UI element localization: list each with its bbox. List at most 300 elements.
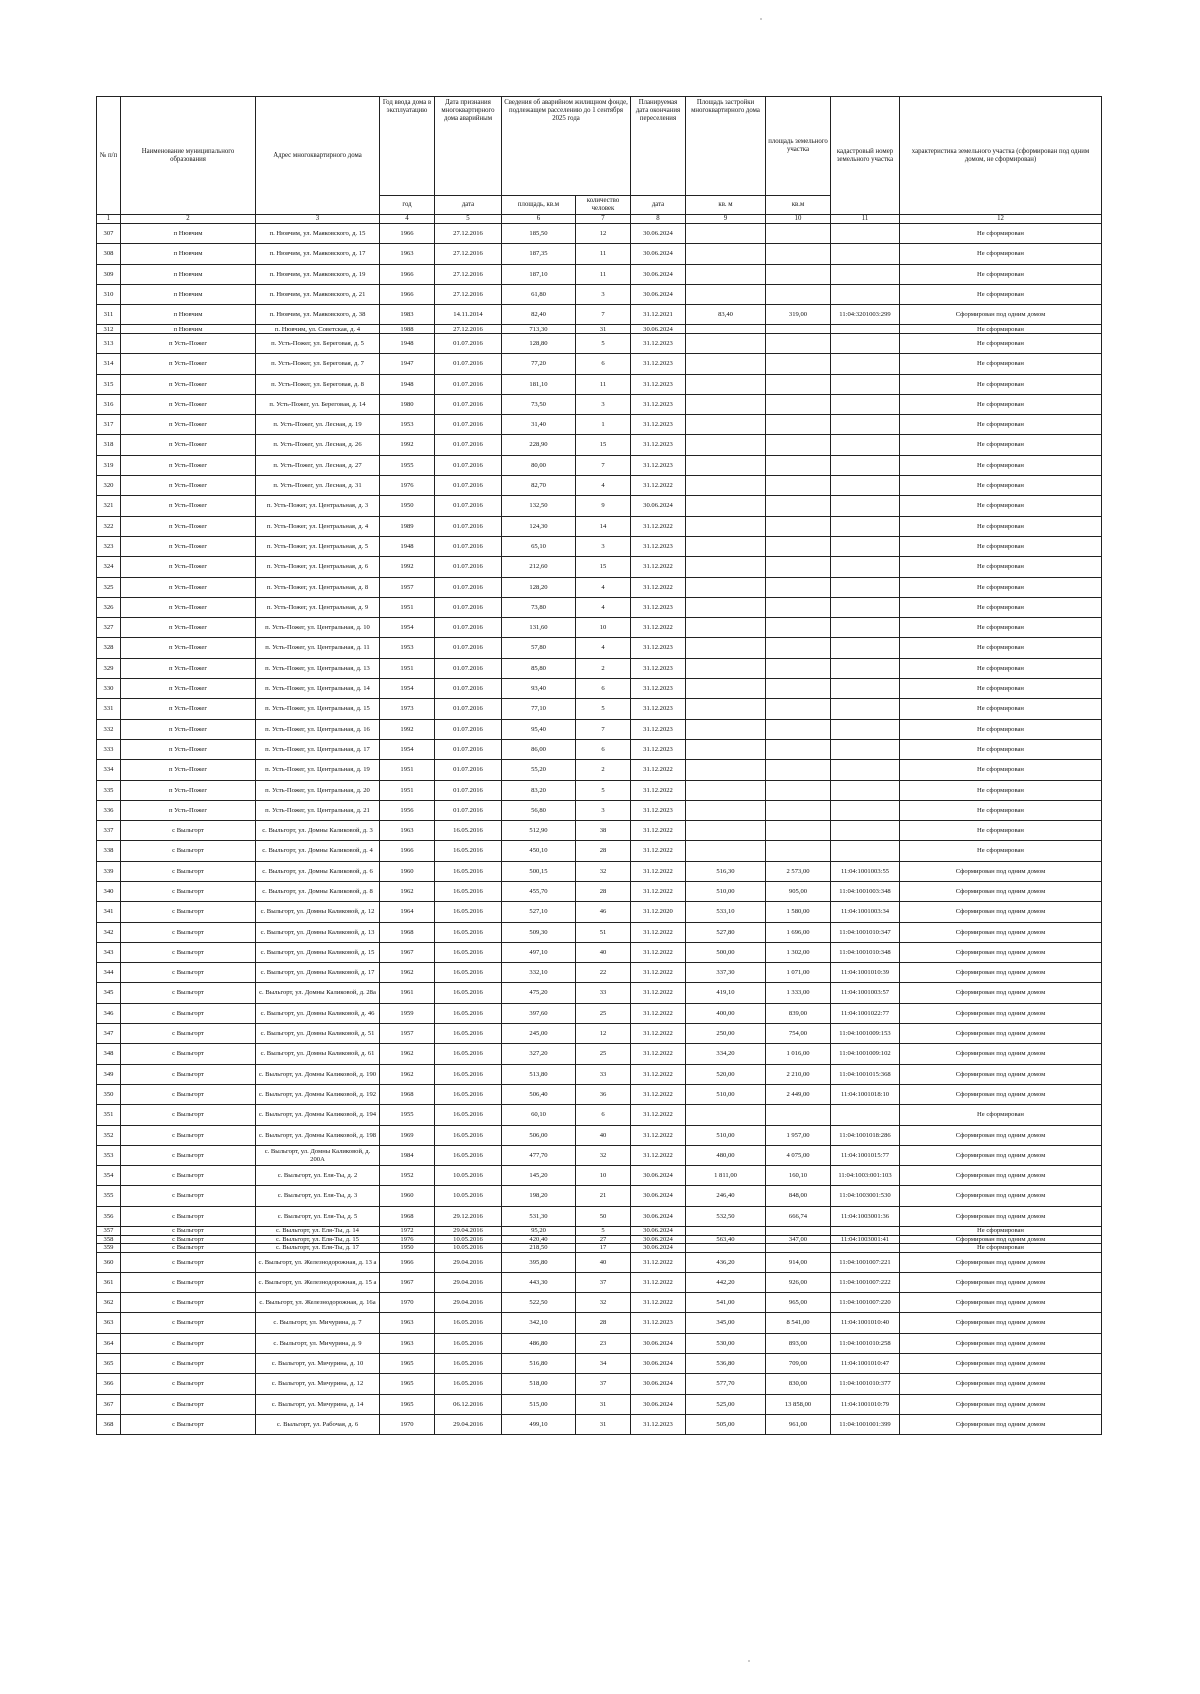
- year-cell: 1976: [380, 1235, 435, 1244]
- cadastral-number-cell: 11:04:1001022:77: [831, 1003, 900, 1023]
- table-row: [97, 780, 1102, 800]
- address-cell: п. Усть-Пожег, ул. Центральная, д. 3: [256, 496, 380, 516]
- area-cell: 332,10: [502, 963, 576, 983]
- address-cell: с. Выльгорт, ул. Домны Каликовой, д. 6: [256, 861, 380, 881]
- municipality-cell: п Усть-Пожег: [121, 719, 256, 739]
- people-count-cell: 3: [576, 536, 631, 556]
- address-cell: п. Нювчим, ул. Маяковского, д. 21: [256, 284, 380, 304]
- cadastral-number-cell: [831, 496, 900, 516]
- building-area-cell: [686, 325, 766, 334]
- municipality-cell: с Выльгорт: [121, 1206, 256, 1226]
- people-count-cell: 1: [576, 415, 631, 435]
- area-cell: 85,80: [502, 658, 576, 678]
- table-row: [97, 1313, 1102, 1333]
- land-area-cell: [766, 536, 831, 556]
- cadastral-number-cell: [831, 557, 900, 577]
- address-cell: с. Выльгорт, ул. Мичурина, д. 12: [256, 1374, 380, 1394]
- column-number: 5: [435, 215, 502, 224]
- cadastral-number-cell: 11:04:1001009:102: [831, 1044, 900, 1064]
- planned-date-cell: 31.12.2023: [631, 638, 686, 658]
- planned-date-cell: 31.12.2023: [631, 394, 686, 414]
- land-area-cell: 839,00: [766, 1003, 831, 1023]
- building-area-cell: 246,40: [686, 1186, 766, 1206]
- municipality-cell: с Выльгорт: [121, 1145, 256, 1165]
- row-number-cell: 310: [97, 284, 121, 304]
- planned-date-cell: 30.06.2024: [631, 264, 686, 284]
- planned-date-cell: 31.12.2022: [631, 1145, 686, 1165]
- land-area-cell: 2 449,00: [766, 1084, 831, 1104]
- area-cell: 93,40: [502, 679, 576, 699]
- table-row: [97, 1145, 1102, 1165]
- building-area-cell: 516,30: [686, 861, 766, 881]
- cadastral-number-cell: [831, 1244, 900, 1253]
- cadastral-number-cell: 11:04:1001010:47: [831, 1354, 900, 1374]
- row-number-cell: 318: [97, 435, 121, 455]
- table-row: [97, 455, 1102, 475]
- table-row: [97, 1186, 1102, 1206]
- people-count-cell: 28: [576, 1313, 631, 1333]
- building-area-cell: 334,20: [686, 1044, 766, 1064]
- recognition-date-cell: 01.07.2016: [435, 333, 502, 353]
- address-cell: п. Усть-Пожег, ул. Центральная, д. 4: [256, 516, 380, 536]
- land-status-cell: Не сформирован: [900, 435, 1102, 455]
- municipality-cell: с Выльгорт: [121, 1044, 256, 1064]
- municipality-cell: с Выльгорт: [121, 1333, 256, 1353]
- planned-date-cell: 30.06.2024: [631, 1354, 686, 1374]
- municipality-cell: с Выльгорт: [121, 1084, 256, 1104]
- land-status-cell: Сформирован под одним домом: [900, 1206, 1102, 1226]
- address-cell: с. Выльгорт, ул. Домны Каликовой, д. 12: [256, 902, 380, 922]
- building-area-cell: [686, 1244, 766, 1253]
- land-area-cell: 4 075,00: [766, 1145, 831, 1165]
- people-count-cell: 25: [576, 1003, 631, 1023]
- building-area-cell: [686, 1227, 766, 1236]
- building-area-cell: 436,20: [686, 1252, 766, 1272]
- address-cell: п. Усть-Пожег, ул. Береговая, д. 5: [256, 333, 380, 353]
- people-count-cell: 33: [576, 983, 631, 1003]
- cadastral-number-cell: 11:04:1001003:348: [831, 882, 900, 902]
- address-cell: п. Усть-Пожег, ул. Центральная, д. 11: [256, 638, 380, 658]
- cadastral-number-cell: 11:04:1003:001:103: [831, 1166, 900, 1186]
- building-area-cell: 527,80: [686, 922, 766, 942]
- year-cell: 1962: [380, 882, 435, 902]
- people-count-cell: 3: [576, 284, 631, 304]
- land-area-cell: [766, 1244, 831, 1253]
- land-area-cell: 1 580,00: [766, 902, 831, 922]
- people-count-cell: 11: [576, 244, 631, 264]
- row-number-cell: 336: [97, 800, 121, 820]
- land-status-cell: Сформирован под одним домом: [900, 983, 1102, 1003]
- address-cell: с. Выльгорт, ул. Домны Каликовой, д. 13: [256, 922, 380, 942]
- planned-date-cell: 31.12.2023: [631, 354, 686, 374]
- area-cell: 342,10: [502, 1313, 576, 1333]
- municipality-cell: п Усть-Пожег: [121, 760, 256, 780]
- land-status-cell: Не сформирован: [900, 841, 1102, 861]
- recognition-date-cell: 01.07.2016: [435, 415, 502, 435]
- people-count-cell: 11: [576, 264, 631, 284]
- planned-date-cell: 31.12.2023: [631, 1414, 686, 1434]
- table-header: [97, 97, 1102, 224]
- recognition-date-cell: 01.07.2016: [435, 699, 502, 719]
- land-status-cell: Не сформирован: [900, 496, 1102, 516]
- table-row: [97, 1333, 1102, 1353]
- people-count-cell: 4: [576, 476, 631, 496]
- building-area-cell: [686, 780, 766, 800]
- land-area-cell: 914,00: [766, 1252, 831, 1272]
- area-cell: 499,10: [502, 1414, 576, 1434]
- municipality-cell: п Усть-Пожег: [121, 455, 256, 475]
- land-status-cell: Не сформирован: [900, 333, 1102, 353]
- planned-date-cell: 31.12.2022: [631, 942, 686, 962]
- recognition-date-cell: 01.07.2016: [435, 536, 502, 556]
- land-status-cell: Не сформирован: [900, 264, 1102, 284]
- land-area-cell: [766, 760, 831, 780]
- building-area-cell: 532,50: [686, 1206, 766, 1226]
- row-number-cell: 325: [97, 577, 121, 597]
- area-cell: 73,80: [502, 597, 576, 617]
- address-cell: с. Выльгорт, ул. Домны Каликовой, д. 200А: [256, 1145, 380, 1165]
- address-cell: с. Выльгорт, ул. Еля-Ты, д. 15: [256, 1235, 380, 1244]
- land-status-cell: Сформирован под одним домом: [900, 1145, 1102, 1165]
- cadastral-number-cell: 11:04:1001010:79: [831, 1394, 900, 1414]
- building-area-cell: [686, 800, 766, 820]
- planned-date-cell: 31.12.2023: [631, 536, 686, 556]
- area-cell: 181,10: [502, 374, 576, 394]
- municipality-cell: п Усть-Пожег: [121, 557, 256, 577]
- area-cell: 128,20: [502, 577, 576, 597]
- row-number-cell: 368: [97, 1414, 121, 1434]
- land-status-cell: Не сформирован: [900, 699, 1102, 719]
- recognition-date-cell: 16.05.2016: [435, 861, 502, 881]
- building-area-cell: [686, 699, 766, 719]
- building-area-cell: 520,00: [686, 1064, 766, 1084]
- table-row: [97, 264, 1102, 284]
- planned-date-cell: 31.12.2023: [631, 374, 686, 394]
- recognition-date-cell: 01.07.2016: [435, 435, 502, 455]
- area-cell: 95,40: [502, 719, 576, 739]
- recognition-date-cell: 16.05.2016: [435, 882, 502, 902]
- land-status-cell: Сформирован под одним домом: [900, 1125, 1102, 1145]
- planned-date-cell: 31.12.2022: [631, 882, 686, 902]
- municipality-cell: с Выльгорт: [121, 1252, 256, 1272]
- people-count-cell: 46: [576, 902, 631, 922]
- cadastral-number-cell: [831, 679, 900, 699]
- recognition-date-cell: 16.05.2016: [435, 1003, 502, 1023]
- municipality-cell: с Выльгорт: [121, 922, 256, 942]
- cadastral-number-cell: 11:04:1001010:39: [831, 963, 900, 983]
- recognition-date-cell: 27.12.2016: [435, 224, 502, 244]
- building-area-cell: 250,00: [686, 1024, 766, 1044]
- scan-speck: [760, 18, 762, 20]
- area-cell: 57,80: [502, 638, 576, 658]
- people-count-cell: 37: [576, 1374, 631, 1394]
- planned-date-cell: 31.12.2023: [631, 679, 686, 699]
- year-cell: 1968: [380, 1084, 435, 1104]
- people-count-cell: 12: [576, 1024, 631, 1044]
- planned-date-cell: 30.06.2024: [631, 1333, 686, 1353]
- address-cell: п. Усть-Пожег, ул. Центральная, д. 6: [256, 557, 380, 577]
- recognition-date-cell: 16.05.2016: [435, 1105, 502, 1125]
- planned-date-cell: 31.12.2023: [631, 333, 686, 353]
- row-number-cell: 347: [97, 1024, 121, 1044]
- row-number-cell: 359: [97, 1244, 121, 1253]
- row-number-cell: 341: [97, 902, 121, 922]
- land-area-cell: 754,00: [766, 1024, 831, 1044]
- people-count-cell: 14: [576, 516, 631, 536]
- land-status-cell: Сформирован под одним домом: [900, 1272, 1102, 1292]
- municipality-cell: п Усть-Пожег: [121, 800, 256, 820]
- sub-area-header: площадь, кв.м: [502, 196, 576, 215]
- address-cell: п. Усть-Пожег, ул. Центральная, д. 9: [256, 597, 380, 617]
- recognition-date-cell: 29.04.2016: [435, 1227, 502, 1236]
- recognition-date-cell: 10.05.2016: [435, 1244, 502, 1253]
- housing-register-table: [96, 96, 1102, 1435]
- recognition-date-cell: 16.05.2016: [435, 821, 502, 841]
- land-status-cell: Не сформирован: [900, 244, 1102, 264]
- land-status-cell: Не сформирован: [900, 1244, 1102, 1253]
- area-cell: 455,70: [502, 882, 576, 902]
- land-status-cell: Не сформирован: [900, 394, 1102, 414]
- area-cell: 531,30: [502, 1206, 576, 1226]
- planned-date-cell: 31.12.2021: [631, 305, 686, 325]
- row-number-cell: 344: [97, 963, 121, 983]
- year-cell: 1953: [380, 415, 435, 435]
- building-area-cell: 563,40: [686, 1235, 766, 1244]
- row-number-cell: 358: [97, 1235, 121, 1244]
- row-number-cell: 317: [97, 415, 121, 435]
- building-area-cell: [686, 1105, 766, 1125]
- cadastral-number-cell: [831, 354, 900, 374]
- cadastral-number-cell: 11:04:1001018:10: [831, 1084, 900, 1104]
- people-count-cell: 4: [576, 597, 631, 617]
- land-status-cell: Не сформирован: [900, 821, 1102, 841]
- recognition-date-cell: 10.05.2016: [435, 1166, 502, 1186]
- building-area-cell: 345,00: [686, 1313, 766, 1333]
- row-number-cell: 326: [97, 597, 121, 617]
- area-cell: 475,20: [502, 983, 576, 1003]
- recognition-date-cell: 29.12.2016: [435, 1206, 502, 1226]
- address-cell: п. Нювчим, ул. Маяковского, д. 19: [256, 264, 380, 284]
- planned-date-cell: 31.12.2022: [631, 821, 686, 841]
- year-cell: 1960: [380, 1186, 435, 1206]
- address-cell: п. Нювчим, ул. Советская, д. 4: [256, 325, 380, 334]
- address-cell: п. Усть-Пожег, ул. Центральная, д. 15: [256, 699, 380, 719]
- planned-date-cell: 31.12.2022: [631, 618, 686, 638]
- area-cell: 497,10: [502, 942, 576, 962]
- address-cell: с. Выльгорт, ул. Еля-Ты, д. 5: [256, 1206, 380, 1226]
- row-number-cell: 356: [97, 1206, 121, 1226]
- recognition-date-cell: 01.07.2016: [435, 516, 502, 536]
- cadastral-number-cell: 11:04:1001007:222: [831, 1272, 900, 1292]
- cadastral-number-cell: [831, 597, 900, 617]
- address-cell: с. Выльгорт, ул. Еля-Ты, д. 3: [256, 1186, 380, 1206]
- address-cell: п. Нювчим, ул. Маяковского, д. 38: [256, 305, 380, 325]
- land-status-cell: Сформирован под одним домом: [900, 1333, 1102, 1353]
- year-cell: 1988: [380, 325, 435, 334]
- col-emergency-info-header: Сведения об аварийном жилищном фонде, подлежащем расселению до 1 сентября 2025 года: [502, 97, 631, 196]
- building-area-cell: 533,10: [686, 902, 766, 922]
- row-number-cell: 363: [97, 1313, 121, 1333]
- municipality-cell: с Выльгорт: [121, 1125, 256, 1145]
- cadastral-number-cell: [831, 780, 900, 800]
- table-row: [97, 394, 1102, 414]
- land-area-cell: [766, 739, 831, 759]
- land-area-cell: 1 302,00: [766, 942, 831, 962]
- planned-date-cell: 31.12.2022: [631, 557, 686, 577]
- column-number: 10: [766, 215, 831, 224]
- land-area-cell: 2 573,00: [766, 861, 831, 881]
- table-row: [97, 1272, 1102, 1292]
- municipality-cell: п Усть-Пожег: [121, 516, 256, 536]
- column-number: 11: [831, 215, 900, 224]
- row-number-cell: 314: [97, 354, 121, 374]
- table-row: [97, 739, 1102, 759]
- municipality-cell: п Усть-Пожег: [121, 699, 256, 719]
- year-cell: 1983: [380, 305, 435, 325]
- recognition-date-cell: 16.05.2016: [435, 1064, 502, 1084]
- year-cell: 1962: [380, 963, 435, 983]
- table-row: [97, 496, 1102, 516]
- land-status-cell: Сформирован под одним домом: [900, 1394, 1102, 1414]
- recognition-date-cell: 27.12.2016: [435, 244, 502, 264]
- people-count-cell: 5: [576, 333, 631, 353]
- column-number-row: [97, 215, 1102, 224]
- table-row: [97, 516, 1102, 536]
- address-cell: п. Усть-Пожег, ул. Береговая, д. 7: [256, 354, 380, 374]
- municipality-cell: с Выльгорт: [121, 1186, 256, 1206]
- cadastral-number-cell: 11:04:1001007:220: [831, 1293, 900, 1313]
- area-cell: 77,20: [502, 354, 576, 374]
- planned-date-cell: 31.12.2022: [631, 577, 686, 597]
- area-cell: 486,80: [502, 1333, 576, 1353]
- address-cell: п. Усть-Пожег, ул. Лесная, д. 26: [256, 435, 380, 455]
- address-cell: п. Нювчим, ул. Маяковского, д. 17: [256, 244, 380, 264]
- cadastral-number-cell: 11:04:1001010:377: [831, 1374, 900, 1394]
- planned-date-cell: 31.12.2022: [631, 841, 686, 861]
- recognition-date-cell: 01.07.2016: [435, 679, 502, 699]
- recognition-date-cell: 01.07.2016: [435, 658, 502, 678]
- area-cell: 124,30: [502, 516, 576, 536]
- people-count-cell: 15: [576, 435, 631, 455]
- municipality-cell: п Усть-Пожег: [121, 739, 256, 759]
- address-cell: с. Выльгорт, ул. Домны Каликовой, д. 3: [256, 821, 380, 841]
- table-row: [97, 1354, 1102, 1374]
- building-area-cell: [686, 354, 766, 374]
- cadastral-number-cell: [831, 244, 900, 264]
- recognition-date-cell: 16.05.2016: [435, 1145, 502, 1165]
- year-cell: 1966: [380, 224, 435, 244]
- area-cell: 518,00: [502, 1374, 576, 1394]
- year-cell: 1954: [380, 618, 435, 638]
- planned-date-cell: 31.12.2023: [631, 435, 686, 455]
- address-cell: с. Выльгорт, ул. Железнодорожная, д. 13 а: [256, 1252, 380, 1272]
- land-area-cell: [766, 597, 831, 617]
- cadastral-number-cell: [831, 516, 900, 536]
- area-cell: 77,10: [502, 699, 576, 719]
- col-address-header: Адрес многоквартирного дома: [256, 97, 380, 215]
- building-area-cell: [686, 638, 766, 658]
- recognition-date-cell: 01.07.2016: [435, 739, 502, 759]
- address-cell: п. Усть-Пожег, ул. Лесная, д. 27: [256, 455, 380, 475]
- planned-date-cell: 31.12.2022: [631, 1252, 686, 1272]
- cadastral-number-cell: [831, 333, 900, 353]
- cadastral-number-cell: [831, 325, 900, 334]
- recognition-date-cell: 01.07.2016: [435, 597, 502, 617]
- building-area-cell: 337,30: [686, 963, 766, 983]
- recognition-date-cell: 16.05.2016: [435, 1354, 502, 1374]
- row-number-cell: 351: [97, 1105, 121, 1125]
- year-cell: 1968: [380, 1206, 435, 1226]
- recognition-date-cell: 16.05.2016: [435, 963, 502, 983]
- people-count-cell: 6: [576, 1105, 631, 1125]
- land-status-cell: Не сформирован: [900, 455, 1102, 475]
- land-area-cell: [766, 577, 831, 597]
- land-status-cell: Не сформирован: [900, 354, 1102, 374]
- table-row: [97, 821, 1102, 841]
- people-count-cell: 2: [576, 760, 631, 780]
- land-status-cell: Не сформирован: [900, 618, 1102, 638]
- year-cell: 1973: [380, 699, 435, 719]
- land-area-cell: [766, 333, 831, 353]
- address-cell: с. Выльгорт, ул. Домны Каликовой, д. 61: [256, 1044, 380, 1064]
- table-row: [97, 902, 1102, 922]
- planned-date-cell: 30.06.2024: [631, 1235, 686, 1244]
- municipality-cell: с Выльгорт: [121, 1374, 256, 1394]
- building-area-cell: [686, 224, 766, 244]
- address-cell: с. Выльгорт, ул. Домны Каликовой, д. 46: [256, 1003, 380, 1023]
- address-cell: с. Выльгорт, ул. Домны Каликовой, д. 28а: [256, 983, 380, 1003]
- year-cell: 1963: [380, 1313, 435, 1333]
- land-area-cell: [766, 638, 831, 658]
- recognition-date-cell: 29.04.2016: [435, 1252, 502, 1272]
- land-status-cell: Сформирован под одним домом: [900, 922, 1102, 942]
- building-area-cell: [686, 739, 766, 759]
- row-number-cell: 313: [97, 333, 121, 353]
- year-cell: 1964: [380, 902, 435, 922]
- row-number-cell: 340: [97, 882, 121, 902]
- planned-date-cell: 31.12.2022: [631, 1272, 686, 1292]
- cadastral-number-cell: [831, 618, 900, 638]
- recognition-date-cell: 10.05.2016: [435, 1186, 502, 1206]
- municipality-cell: п Усть-Пожег: [121, 496, 256, 516]
- area-cell: 128,80: [502, 333, 576, 353]
- column-number: 3: [256, 215, 380, 224]
- people-count-cell: 40: [576, 942, 631, 962]
- address-cell: п. Усть-Пожег, ул. Центральная, д. 16: [256, 719, 380, 739]
- municipality-cell: с Выльгорт: [121, 1024, 256, 1044]
- address-cell: п. Усть-Пожег, ул. Центральная, д. 19: [256, 760, 380, 780]
- area-cell: 56,80: [502, 800, 576, 820]
- cadastral-number-cell: 11:04:1001018:286: [831, 1125, 900, 1145]
- col-index-header: № п/п: [97, 97, 121, 215]
- building-area-cell: [686, 476, 766, 496]
- land-area-cell: [766, 658, 831, 678]
- year-cell: 1956: [380, 800, 435, 820]
- municipality-cell: с Выльгорт: [121, 902, 256, 922]
- area-cell: 80,00: [502, 455, 576, 475]
- recognition-date-cell: 27.12.2016: [435, 264, 502, 284]
- column-number: 8: [631, 215, 686, 224]
- row-number-cell: 337: [97, 821, 121, 841]
- cadastral-number-cell: [831, 719, 900, 739]
- cadastral-number-cell: [831, 577, 900, 597]
- land-status-cell: Сформирован под одним домом: [900, 305, 1102, 325]
- address-cell: п. Усть-Пожег, ул. Центральная, д. 8: [256, 577, 380, 597]
- year-cell: 1960: [380, 861, 435, 881]
- recognition-date-cell: 16.05.2016: [435, 983, 502, 1003]
- recognition-date-cell: 01.07.2016: [435, 577, 502, 597]
- building-area-cell: [686, 536, 766, 556]
